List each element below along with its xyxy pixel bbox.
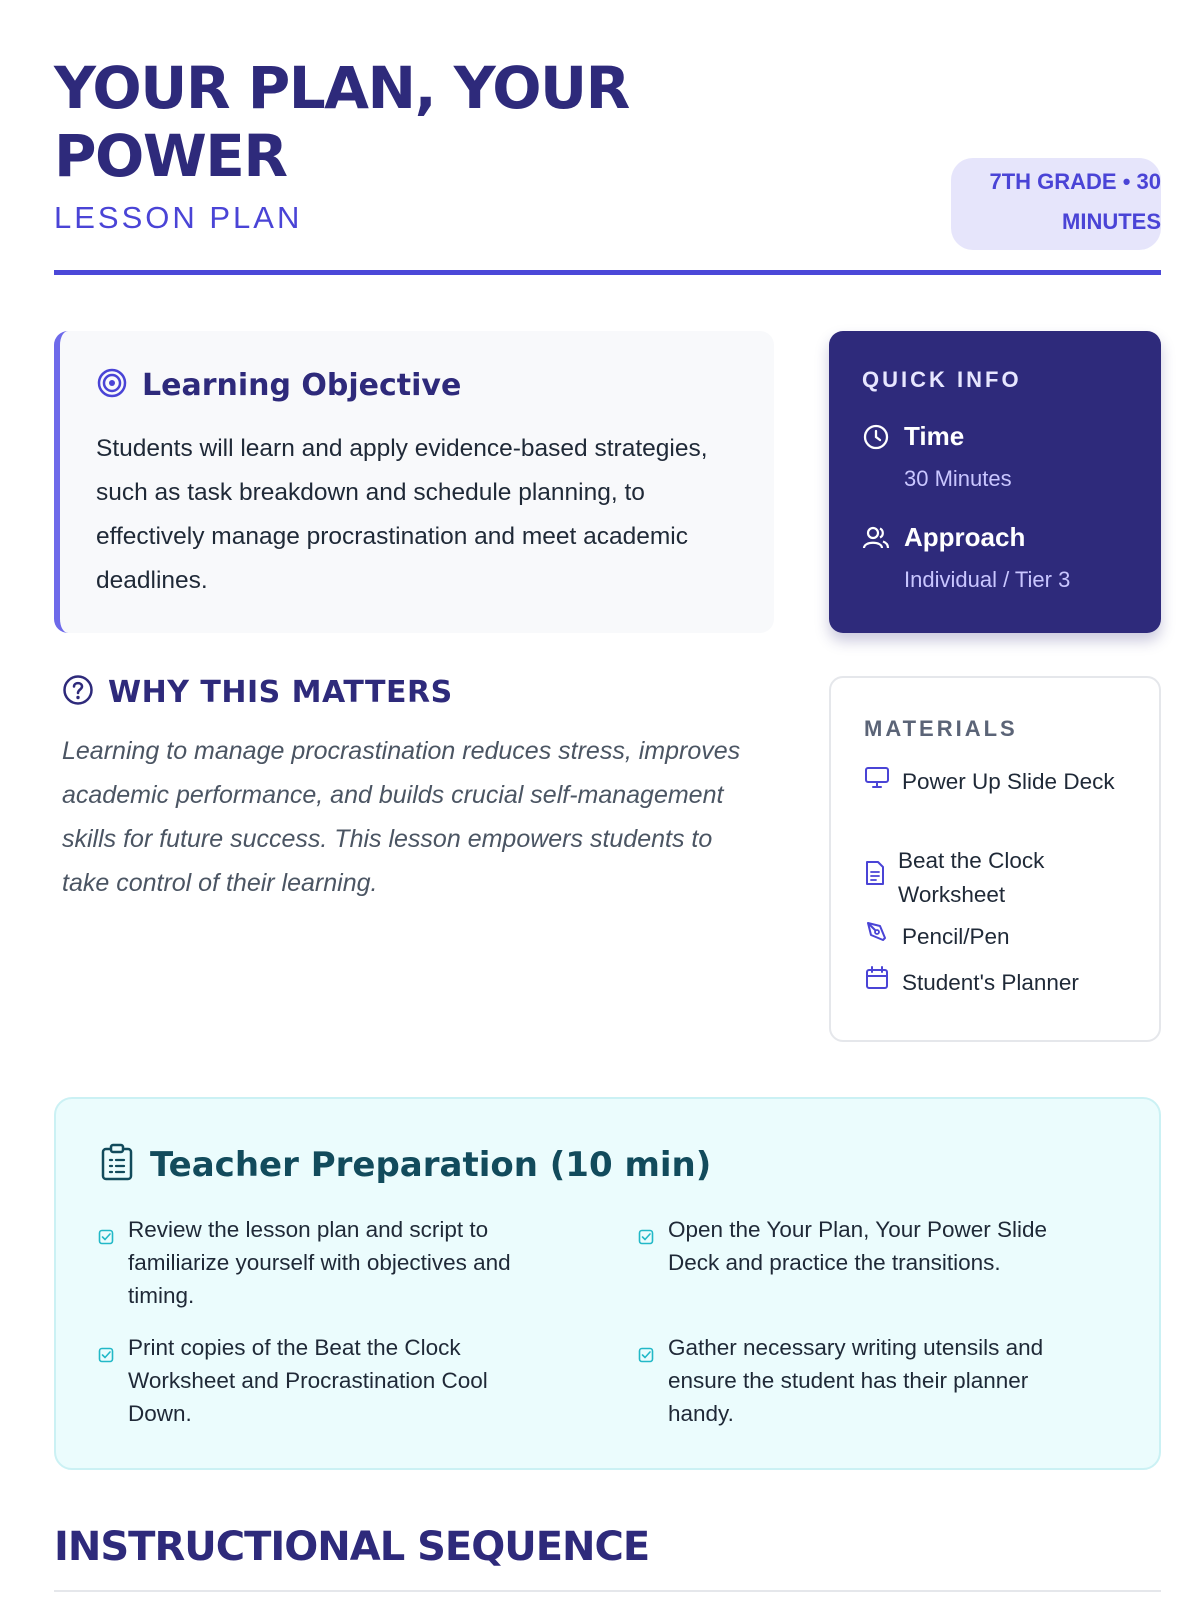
materials-card (829, 676, 1161, 1042)
why-this-matters-heading (62, 674, 453, 711)
prep-item-text: Gather necessary writing utensils and ensure the student has their planner handy. (668, 1335, 1044, 1426)
time-value: 30 Minutes (904, 466, 1012, 491)
check-square-icon (638, 1221, 656, 1279)
calendar-icon (864, 965, 890, 1001)
why-text: Learning to manage procrastination reduces stress, improves academic performance, and builds crucial self-management skills for future success. This lesson empowers students to take control of their learning. (62, 737, 741, 897)
prep-checklist-item (98, 1331, 538, 1430)
prep-checklist-item (638, 1331, 1078, 1430)
grade-duration-badge: 7TH GRADE • 30 MINUTES (951, 158, 1161, 250)
page-subtitle: LESSON PLAN (54, 200, 303, 235)
material-item (864, 919, 1010, 955)
teacher-preparation-card (54, 1097, 1161, 1470)
check-square-icon (98, 1221, 116, 1312)
material-item (864, 764, 1124, 800)
approach-value: Individual / Tier 3 (904, 567, 1071, 592)
material-label: Beat the Clock Worksheet (898, 848, 1045, 907)
question-circle-icon (62, 674, 94, 711)
approach-info (862, 522, 1070, 593)
prep-title: Teacher Preparation (10 min) (150, 1144, 712, 1185)
prep-item-text: Open the Your Plan, Your Power Slide Deck and practice the transitions. (668, 1217, 1048, 1275)
material-item (864, 965, 1079, 1001)
materials-heading: MATERIALS (864, 716, 1018, 741)
monitor-icon (864, 764, 890, 800)
prep-item-text: Review the lesson plan and script to familiarize yourself with objectives and timing. (128, 1217, 511, 1308)
section-divider (54, 1590, 1161, 1592)
target-icon (96, 367, 128, 404)
material-item (864, 844, 1124, 912)
approach-label: Approach (904, 522, 1026, 552)
quick-info-heading: QUICK INFO (862, 367, 1022, 392)
header-divider (54, 270, 1161, 275)
page-header (54, 54, 1161, 276)
users-icon (862, 524, 890, 557)
objective-title: Learning Objective (142, 368, 462, 403)
time-label: Time (904, 421, 965, 451)
quick-info-card (829, 331, 1161, 633)
material-label: Pencil/Pen (902, 924, 1010, 949)
page-title: YOUR PLAN, YOUR POWER (54, 54, 629, 190)
clipboard-icon (100, 1143, 134, 1186)
check-square-icon (638, 1339, 656, 1430)
objective-text: Students will learn and apply evidence-based strategies, such as task breakdown and schedule planning, to effectively manage procrastination and meet academic deadlines. (96, 435, 708, 594)
time-info (862, 421, 1012, 492)
why-title: WHY THIS MATTERS (108, 675, 453, 710)
prep-item-text: Print copies of the Beat the Clock Worksheet and Procrastination Cool Down. (128, 1335, 488, 1426)
document-icon (864, 860, 886, 896)
prep-checklist-item (98, 1213, 538, 1312)
check-square-icon (98, 1339, 116, 1430)
pen-icon (864, 919, 890, 955)
material-label: Power Up Slide Deck (902, 769, 1115, 794)
material-label: Student's Planner (902, 970, 1079, 995)
clock-icon (862, 423, 890, 456)
prep-checklist-item (638, 1213, 1088, 1279)
learning-objective-card (54, 331, 774, 633)
instructional-sequence-heading: INSTRUCTIONAL SEQUENCE (54, 1524, 650, 1570)
